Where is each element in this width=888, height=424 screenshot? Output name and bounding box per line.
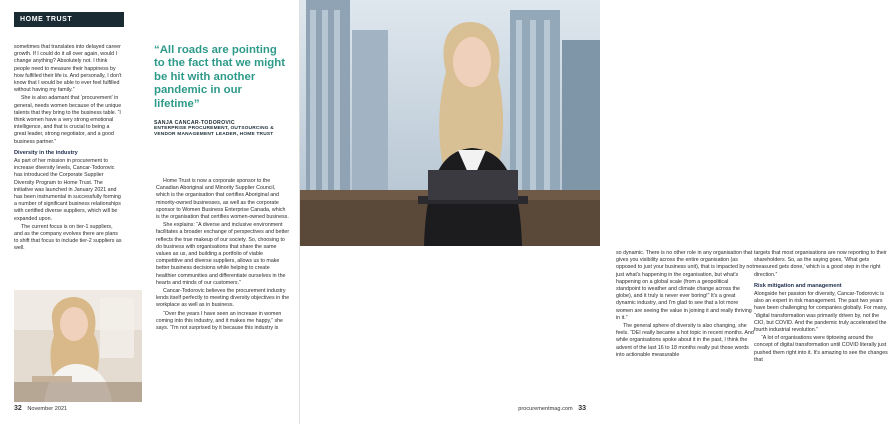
hero-portrait-photo	[300, 0, 600, 246]
paragraph: She explains: “A diverse and inclusive environment facilitates a broader exchange of perspectives and better reflects the true makeup of our society. So, choosing to do business with organisations that share the same values as us, and building a portfolio of viable competitive and diverse suppliers, allows us to make better business decisions while helping to create healthier communities and differentiate ourselves in the hearts and minds of our customers.”	[156, 222, 290, 286]
folio-right	[518, 405, 586, 412]
hero-photo-illustration	[300, 0, 600, 246]
portrait-photo-small	[14, 290, 142, 402]
paragraph: sometimes that translates into delayed career growth. If I could do it all over again, would I change anything? Absolutely not. I think people need to measure their happiness by how fulfilled their life is. And personally, I don't know that I would be able to ever feel fulfilled without having my family.”	[14, 44, 122, 94]
paragraph: The general sphere of diversity is also changing, she feels. “DEI really became a hot topic in recent months. And while organisations spoke about it in the past, I think the advent of the last 16 to 18 months really put those words into actionable measurable	[616, 323, 754, 358]
quote-attribution-name: SANJA CANCAR-TODOROVIC	[154, 120, 235, 127]
article-column-1	[14, 44, 122, 254]
pull-quote-text: “All roads are pointing to the fact that we might be hit with another pandemic in our lifetime”	[154, 44, 285, 110]
folio-left	[14, 405, 67, 412]
section-tag: HOME TRUST	[14, 12, 124, 27]
subheading-risk: Risk mitigation and management	[754, 282, 842, 289]
article-column-4	[616, 250, 754, 360]
website-link[interactable]: procurementmag.com	[518, 406, 573, 412]
portrait-photo-illustration	[14, 290, 142, 402]
page-number: 32	[14, 405, 22, 412]
paragraph: “Over the years I have seen an increase in women coming into this industry, and it makes me happy,” she says. “I'm not surprised by it because this industry is	[156, 310, 283, 332]
paragraph: so dynamic. There is no other role in any organisation that gives you visibility across the entire organisation (as opposed to just your business unit), that is impacted by not just what's happening in the organisation, but what's happening on a global scale (from a geopolitical standpoint to weather and climate change across the globe), and it truly is never ever boring!” It's a great dynamic industry, and I'm glad to see that a lot more women are seeing the value in joining it and really thriving in it.”	[616, 250, 754, 321]
pull-quote	[154, 44, 290, 138]
left-page	[0, 0, 300, 424]
article-column-2	[156, 178, 290, 333]
paragraph: As part of her mission in procurement to increase diversity levels, Cancar-Todorovic has introduced the Corporate Supplier Diversity Program to Home Trust. The initiative was launched in January 2021 and has been instrumental in successfully forming a number of significant business relationships with certified diverse suppliers, which will be expanded upon.	[14, 158, 121, 222]
paragraph: The current focus is on tier-1 suppliers, and as the company evolves there are plans to shift that focus to include tier-2 suppliers as well.	[14, 223, 122, 252]
paragraph: targets that most organisations are now reporting to their shareholders. So, as the saying goes, ‘What gets measured gets done,’ which is a good step in the right direction.”	[754, 250, 887, 278]
paragraph: She is also adamant that ‘procurement’ in general, needs women because of the unique talents that they bring to the business table. “I think women have a very strong emotional intelligence, and that is crucial to being a great leader, strong negotiator, and a good business partner.”	[14, 95, 122, 145]
issue-date: November 2021	[27, 406, 68, 412]
article-column-5	[754, 250, 888, 365]
page-number: 33	[578, 405, 586, 412]
right-page	[300, 0, 888, 424]
paragraph: “A lot of organisations were tiptoeing around the concept of digital transformation until COVID literally just pushed them right into it. It's amazing to see the changes that	[754, 335, 888, 363]
subheading-diversity: Diversity in the industry	[14, 149, 78, 156]
paragraph: Home Trust is now a corporate sponsor to the Canadian Aboriginal and Minority Supplier Council, which is the organisation that certifies Aboriginal and minority-owned businesses, as well as the corporate sponsor to Women Business Enterprise Canada, which is the organisation that certifies women-owned business.	[156, 178, 289, 221]
paragraph: Cancar-Todorovic believes the procurement industry lends itself perfectly to meeting diversity objectives in the workplace as well as in business.	[156, 288, 290, 309]
paragraph: Alongside her passion for diversity, Cancar-Todorovic is also an expert in risk management. The past two years have been challenging for companies globally. For many, “digital transformation was primarily driven by, not the CIO, but COVID. And the pandemic truly accelerated the fourth industrial revolution.”	[754, 291, 888, 334]
quote-attribution-role: ENTERPRISE PROCUREMENT, OUTSOURCING & VENDOR MANAGEMENT LEADER, HOME TRUST	[154, 126, 274, 138]
